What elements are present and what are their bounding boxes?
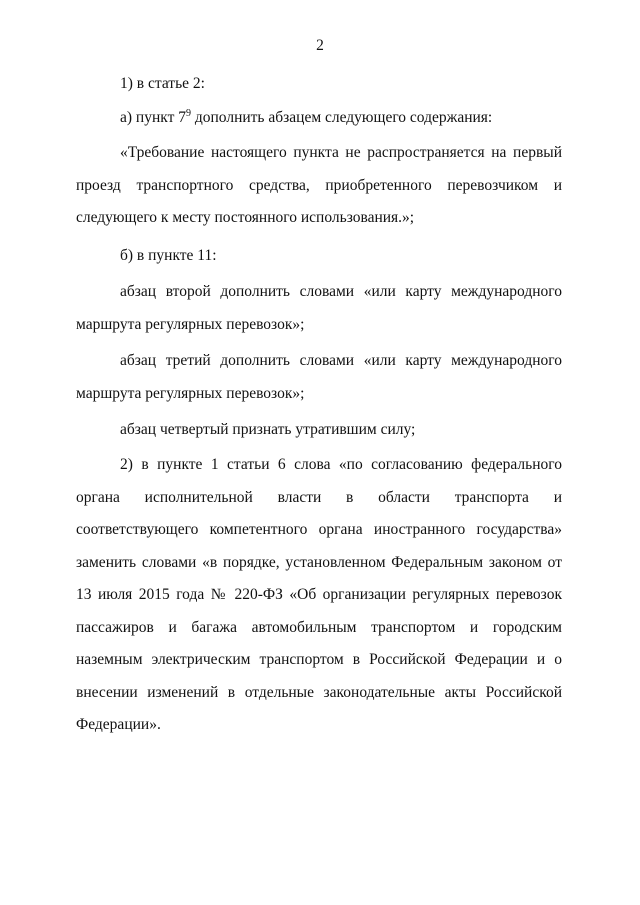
paragraph-6: абзац третий дополнить словами «или карту международного маршрута регулярных перевозок»; [76, 352, 562, 402]
paragraph-2-rest: дополнить абзацем следующего содержания: [190, 109, 493, 126]
paragraph-7: абзац четвертый признать утратившим силу; [120, 421, 416, 438]
paragraph-2-superscript: 9 [185, 108, 191, 119]
paragraph-2-text: а) пункт 7 [120, 109, 186, 126]
paragraph-4: б) в пункте 11: [120, 247, 217, 264]
paragraph-3-quote: «Требование настоящего пункта не распространяется на первый проезд транспортного средства, приобретенного перевозчиком и следующего к месту постоянного использования.»; [76, 144, 562, 226]
page-number: 2 [316, 37, 324, 54]
paragraph-1: 1) в статье 2: [120, 75, 205, 92]
paragraph-8: 2) в пункте 1 статьи 6 слова «по согласованию федерального органа исполнительной власти в области транспорта и соответствующего компетентного органа иностранного государства» заменить словами «в порядке, установленном Федеральным законом от 13 июля 2015 года № 220-ФЗ «Об организации регулярных перевозок пассажиров и багажа автомобильным транспортом и городским наземным электрическим транспортом в Российской Федерации и о внесении изменений в отдельные законодательные акты Российской Федерации». [76, 456, 562, 733]
paragraph-5: абзац второй дополнить словами «или карту международного маршрута регулярных перевозок»; [76, 283, 562, 333]
paragraph-2 [76, 102, 562, 135]
